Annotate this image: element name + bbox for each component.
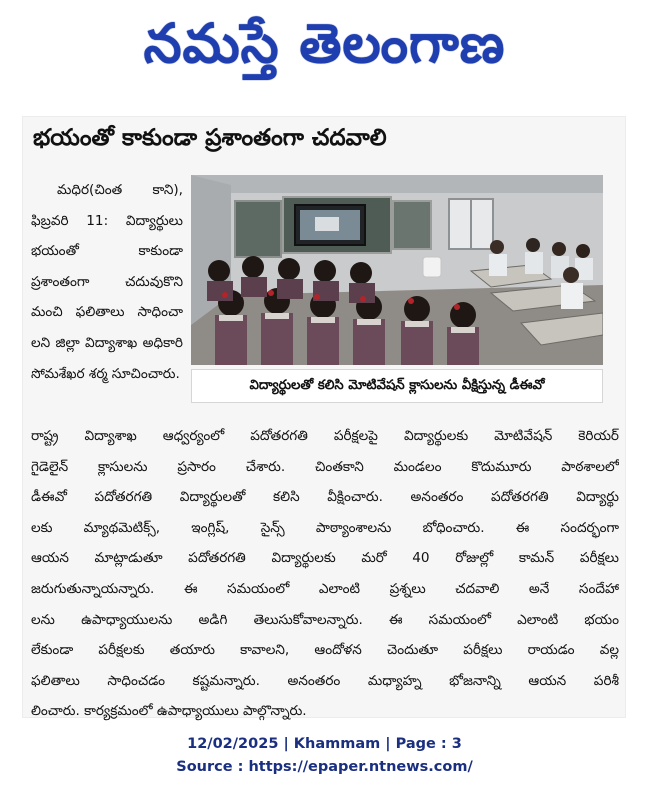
body-line: ఫలితాలు సాధించడం కష్టమన్నారు. అనంతరం మధ్యాహ్న భోజనాన్ని ఆయన పరిశీ (31, 672, 619, 689)
article-lead-paragraph: మధిర(చింత కాని), ఫిబ్రవరి 11: విద్యార్థులు భయంతో కాకుండా ప్రశాంతంగా చదువుకొని మంచి ఫలితాలు సాధించా లని జిల్లా విద్యాశాఖ అధికారి సోమశేఖర శర్మ సూచించారు. (31, 182, 183, 382)
newspaper-logo: నమస్తే తెలంగాణ (143, 12, 506, 75)
classroom-photo-illustration (191, 175, 603, 365)
footer-date-edition: 12/02/2025 | Khammam | Page : 3 (187, 736, 462, 752)
footer-source-link[interactable]: Source : https://epaper.ntnews.com/ (176, 759, 473, 775)
body-line: జరుగుతున్నాయన్నారు. ఈ సమయంలో ఎలాంటి ప్రశ్నలు చదవాలి అనే సందేహా (31, 580, 619, 597)
news-clipping (22, 116, 626, 718)
photo-caption: విద్యార్థులతో కలిసి మోటివేషన్ క్లాసులను వీక్షిస్తున్న డీఈవో (191, 369, 603, 403)
article-headline: భయంతో కాకుండా ప్రశాంతంగా చదవాలి (33, 125, 387, 151)
body-line: గైడెలైన్ క్లాసులను ప్రసారం చేశారు. చింతకాని మండలం కొదుమూరు పాఠశాలలో (31, 458, 619, 475)
body-line: లించారు. కార్యక్రమంలో ఉపాధ్యాయులు పాల్గొన్నారు. (31, 703, 307, 720)
body-line: లను ఉపాధ్యాయులను అడిగి తెలుసుకోవాలన్నారు. ఈ సమయంలో ఎలాంటి భయం (31, 611, 619, 628)
article-photo (191, 175, 603, 365)
body-line: డీఈవో పదోతరగతి విద్యార్థులతో కలిసి వీక్షించారు. అనంతరం పదోతరగతి విద్యార్థు (31, 489, 619, 506)
masthead (0, 6, 649, 82)
body-line: లేకుండా పరీక్షలకు తయారు కావాలని, ఆందోళన చెందుతూ పరీక్షలు రాయడం వల్ల (31, 642, 619, 659)
body-line: ఆయన మాట్లాడుతూ పదోతరగతి విద్యార్థులకు మరో 40 రోజుల్లో కామన్ పరీక్షలు (31, 550, 619, 567)
article-body (31, 421, 619, 727)
body-line: రాష్ట్ర విద్యాశాఖ ఆధ్వర్యంలో పదోతరగతి పరీక్షలపై విద్యార్థులకు మోటివేషన్ కెరియర్ (31, 428, 619, 444)
body-line: లకు మ్యాథమెటిక్స్, ఇంగ్లిష్, సైన్స్ పాఠ్యాంశాలను బోధించారు. ఈ సందర్భంగా (31, 519, 619, 536)
